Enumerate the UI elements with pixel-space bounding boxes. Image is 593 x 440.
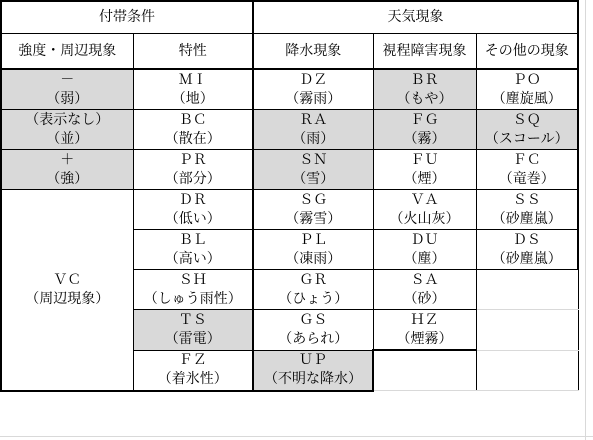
cell-meaning: （地） bbox=[171, 90, 214, 107]
cell-precip-sg[interactable] bbox=[253, 190, 373, 230]
cell-meaning: （砂） bbox=[403, 290, 446, 307]
cell-obscuration-va[interactable] bbox=[373, 190, 476, 230]
cell-meaning: （火山灰） bbox=[389, 210, 460, 227]
cell-character-sh[interactable] bbox=[133, 270, 253, 310]
cell-meaning: （霧） bbox=[403, 130, 446, 147]
cell-character-mi[interactable] bbox=[133, 69, 253, 110]
cell-code: ＧＲ bbox=[299, 271, 328, 288]
cell-code: ＳＡ bbox=[410, 271, 439, 288]
cell-intensity-minus[interactable] bbox=[1, 69, 133, 110]
header-supplementary-conditions[interactable]: 付帯条件 bbox=[1, 1, 253, 34]
cell-code: ＲＡ bbox=[299, 111, 328, 128]
cell-code: ＤＵ bbox=[410, 231, 439, 248]
cell-meaning: （雨） bbox=[292, 130, 335, 147]
cell-code: ＰＯ bbox=[512, 71, 541, 88]
cell-meaning: （強） bbox=[46, 170, 89, 187]
cell-code: ＢＲ bbox=[410, 71, 439, 88]
cell-code: ＳＳ bbox=[512, 191, 541, 208]
cell-meaning: （塵旋風） bbox=[491, 90, 562, 107]
cell-obscuration-du[interactable] bbox=[373, 230, 476, 270]
cell-code: ＦＧ bbox=[410, 111, 439, 128]
cell-obscuration-fu[interactable] bbox=[373, 150, 476, 190]
cell-code: ＴＳ bbox=[178, 311, 207, 328]
cell-other-empty[interactable] bbox=[476, 310, 578, 351]
cell-other-empty[interactable] bbox=[476, 270, 578, 310]
cell-other-ds[interactable] bbox=[476, 230, 578, 270]
cell-meaning: （不明な降水） bbox=[264, 371, 362, 387]
cell-code: ＳＱ bbox=[512, 111, 541, 128]
cell-precip-pl[interactable] bbox=[253, 230, 373, 270]
cell-meaning: （低い） bbox=[164, 210, 221, 227]
cell-character-dr[interactable] bbox=[133, 190, 253, 230]
cell-code: ＢＬ bbox=[178, 231, 207, 248]
cell-code: － bbox=[60, 71, 75, 88]
cell-meaning: （もや） bbox=[396, 90, 453, 107]
cell-meaning: （霧雪） bbox=[285, 210, 342, 227]
cell-character-fz[interactable] bbox=[133, 350, 253, 391]
cell-obscuration-fg[interactable] bbox=[373, 110, 476, 150]
cell-empty[interactable] bbox=[373, 350, 476, 391]
cell-precip-dz[interactable] bbox=[253, 69, 373, 110]
cell-precip-up[interactable] bbox=[253, 350, 373, 391]
cell-code: ＦＣ bbox=[512, 151, 541, 168]
cell-code: ＵＰ bbox=[299, 352, 327, 368]
cell-code: ＳＧ bbox=[299, 191, 328, 208]
cell-meaning: （砂塵嵐） bbox=[491, 250, 562, 267]
header-other[interactable]: その他の現象 bbox=[476, 34, 578, 70]
cell-other-empty[interactable] bbox=[476, 350, 578, 391]
cell-intensity-plus[interactable] bbox=[1, 150, 133, 190]
cell-other-fc[interactable] bbox=[476, 150, 578, 190]
cell-intensity-none[interactable] bbox=[1, 110, 133, 150]
cell-meaning: （砂塵嵐） bbox=[491, 210, 562, 227]
cell-character-ts[interactable] bbox=[133, 310, 253, 351]
cell-meaning: （高い） bbox=[164, 250, 221, 267]
cell-meaning: （周辺現象） bbox=[25, 290, 110, 307]
cell-meaning: （竜巻） bbox=[498, 170, 555, 187]
cell-code: ＦＵ bbox=[410, 151, 439, 168]
cell-obscuration-br[interactable] bbox=[373, 69, 476, 110]
cell-code: ＳＮ bbox=[299, 151, 328, 168]
cell-meaning: （雪） bbox=[292, 170, 335, 187]
cell-meaning: （弱） bbox=[46, 90, 89, 107]
cell-meaning: （部分） bbox=[164, 170, 221, 187]
header-precipitation[interactable]: 降水現象 bbox=[253, 34, 373, 70]
gridline bbox=[585, 0, 586, 440]
cell-code: ＳＨ bbox=[178, 271, 207, 288]
cell-code: ＤＳ bbox=[512, 231, 541, 248]
cell-code: ＢＣ bbox=[178, 111, 207, 128]
cell-code: ＤＲ bbox=[178, 191, 207, 208]
cell-obscuration-sa[interactable] bbox=[373, 270, 476, 310]
cell-meaning: （霧雨） bbox=[285, 90, 342, 107]
cell-meaning: （着氷性） bbox=[157, 371, 228, 387]
cell-obscuration-hz[interactable] bbox=[373, 310, 476, 351]
cell-code: ＋ bbox=[60, 151, 75, 168]
cell-meaning: （しゅう雨性） bbox=[143, 290, 242, 307]
cell-other-po[interactable] bbox=[476, 69, 578, 110]
cell-code: ＰＲ bbox=[178, 151, 207, 168]
cell-code: ＨＺ bbox=[410, 311, 439, 328]
cell-other-ss[interactable] bbox=[476, 190, 578, 230]
cell-intensity-vc[interactable] bbox=[1, 190, 133, 391]
cell-code: ＶＣ bbox=[53, 271, 82, 288]
cell-code: （表示なし） bbox=[25, 111, 110, 128]
cell-meaning: （散在） bbox=[164, 130, 221, 147]
cell-meaning: （ひょう） bbox=[278, 290, 349, 307]
cell-meaning: （雷電） bbox=[164, 330, 221, 347]
cell-meaning: （スコール） bbox=[484, 130, 569, 147]
header-intensity[interactable]: 強度・周辺現象 bbox=[1, 34, 133, 70]
cell-meaning: （煙霧） bbox=[396, 330, 453, 347]
cell-character-pr[interactable] bbox=[133, 150, 253, 190]
cell-code: ＧＳ bbox=[299, 311, 328, 328]
cell-precip-gs[interactable] bbox=[253, 310, 373, 351]
cell-code: ＦＺ bbox=[178, 352, 207, 368]
cell-other-sq[interactable] bbox=[476, 110, 578, 150]
cell-character-bc[interactable] bbox=[133, 110, 253, 150]
cell-code: ＭＩ bbox=[178, 71, 207, 88]
cell-meaning: （凍雨） bbox=[285, 250, 342, 267]
cell-character-bl[interactable] bbox=[133, 230, 253, 270]
header-character[interactable]: 特性 bbox=[133, 34, 253, 70]
cell-precip-sn[interactable] bbox=[253, 150, 373, 190]
cell-meaning: （塵） bbox=[403, 250, 446, 267]
cell-code: ＶＡ bbox=[410, 191, 439, 208]
gridline bbox=[0, 436, 593, 437]
cell-precip-gr[interactable] bbox=[253, 270, 373, 310]
cell-code: ＰＬ bbox=[299, 231, 328, 248]
cell-meaning: （あられ） bbox=[278, 330, 349, 347]
cell-precip-ra[interactable] bbox=[253, 110, 373, 150]
header-weather-phenomena[interactable]: 天気現象 bbox=[253, 1, 578, 34]
cell-meaning: （煙） bbox=[403, 170, 446, 187]
cell-meaning: （並） bbox=[46, 130, 89, 147]
header-obscuration[interactable]: 視程障害現象 bbox=[373, 34, 476, 70]
cell-code: ＤＺ bbox=[299, 71, 328, 88]
